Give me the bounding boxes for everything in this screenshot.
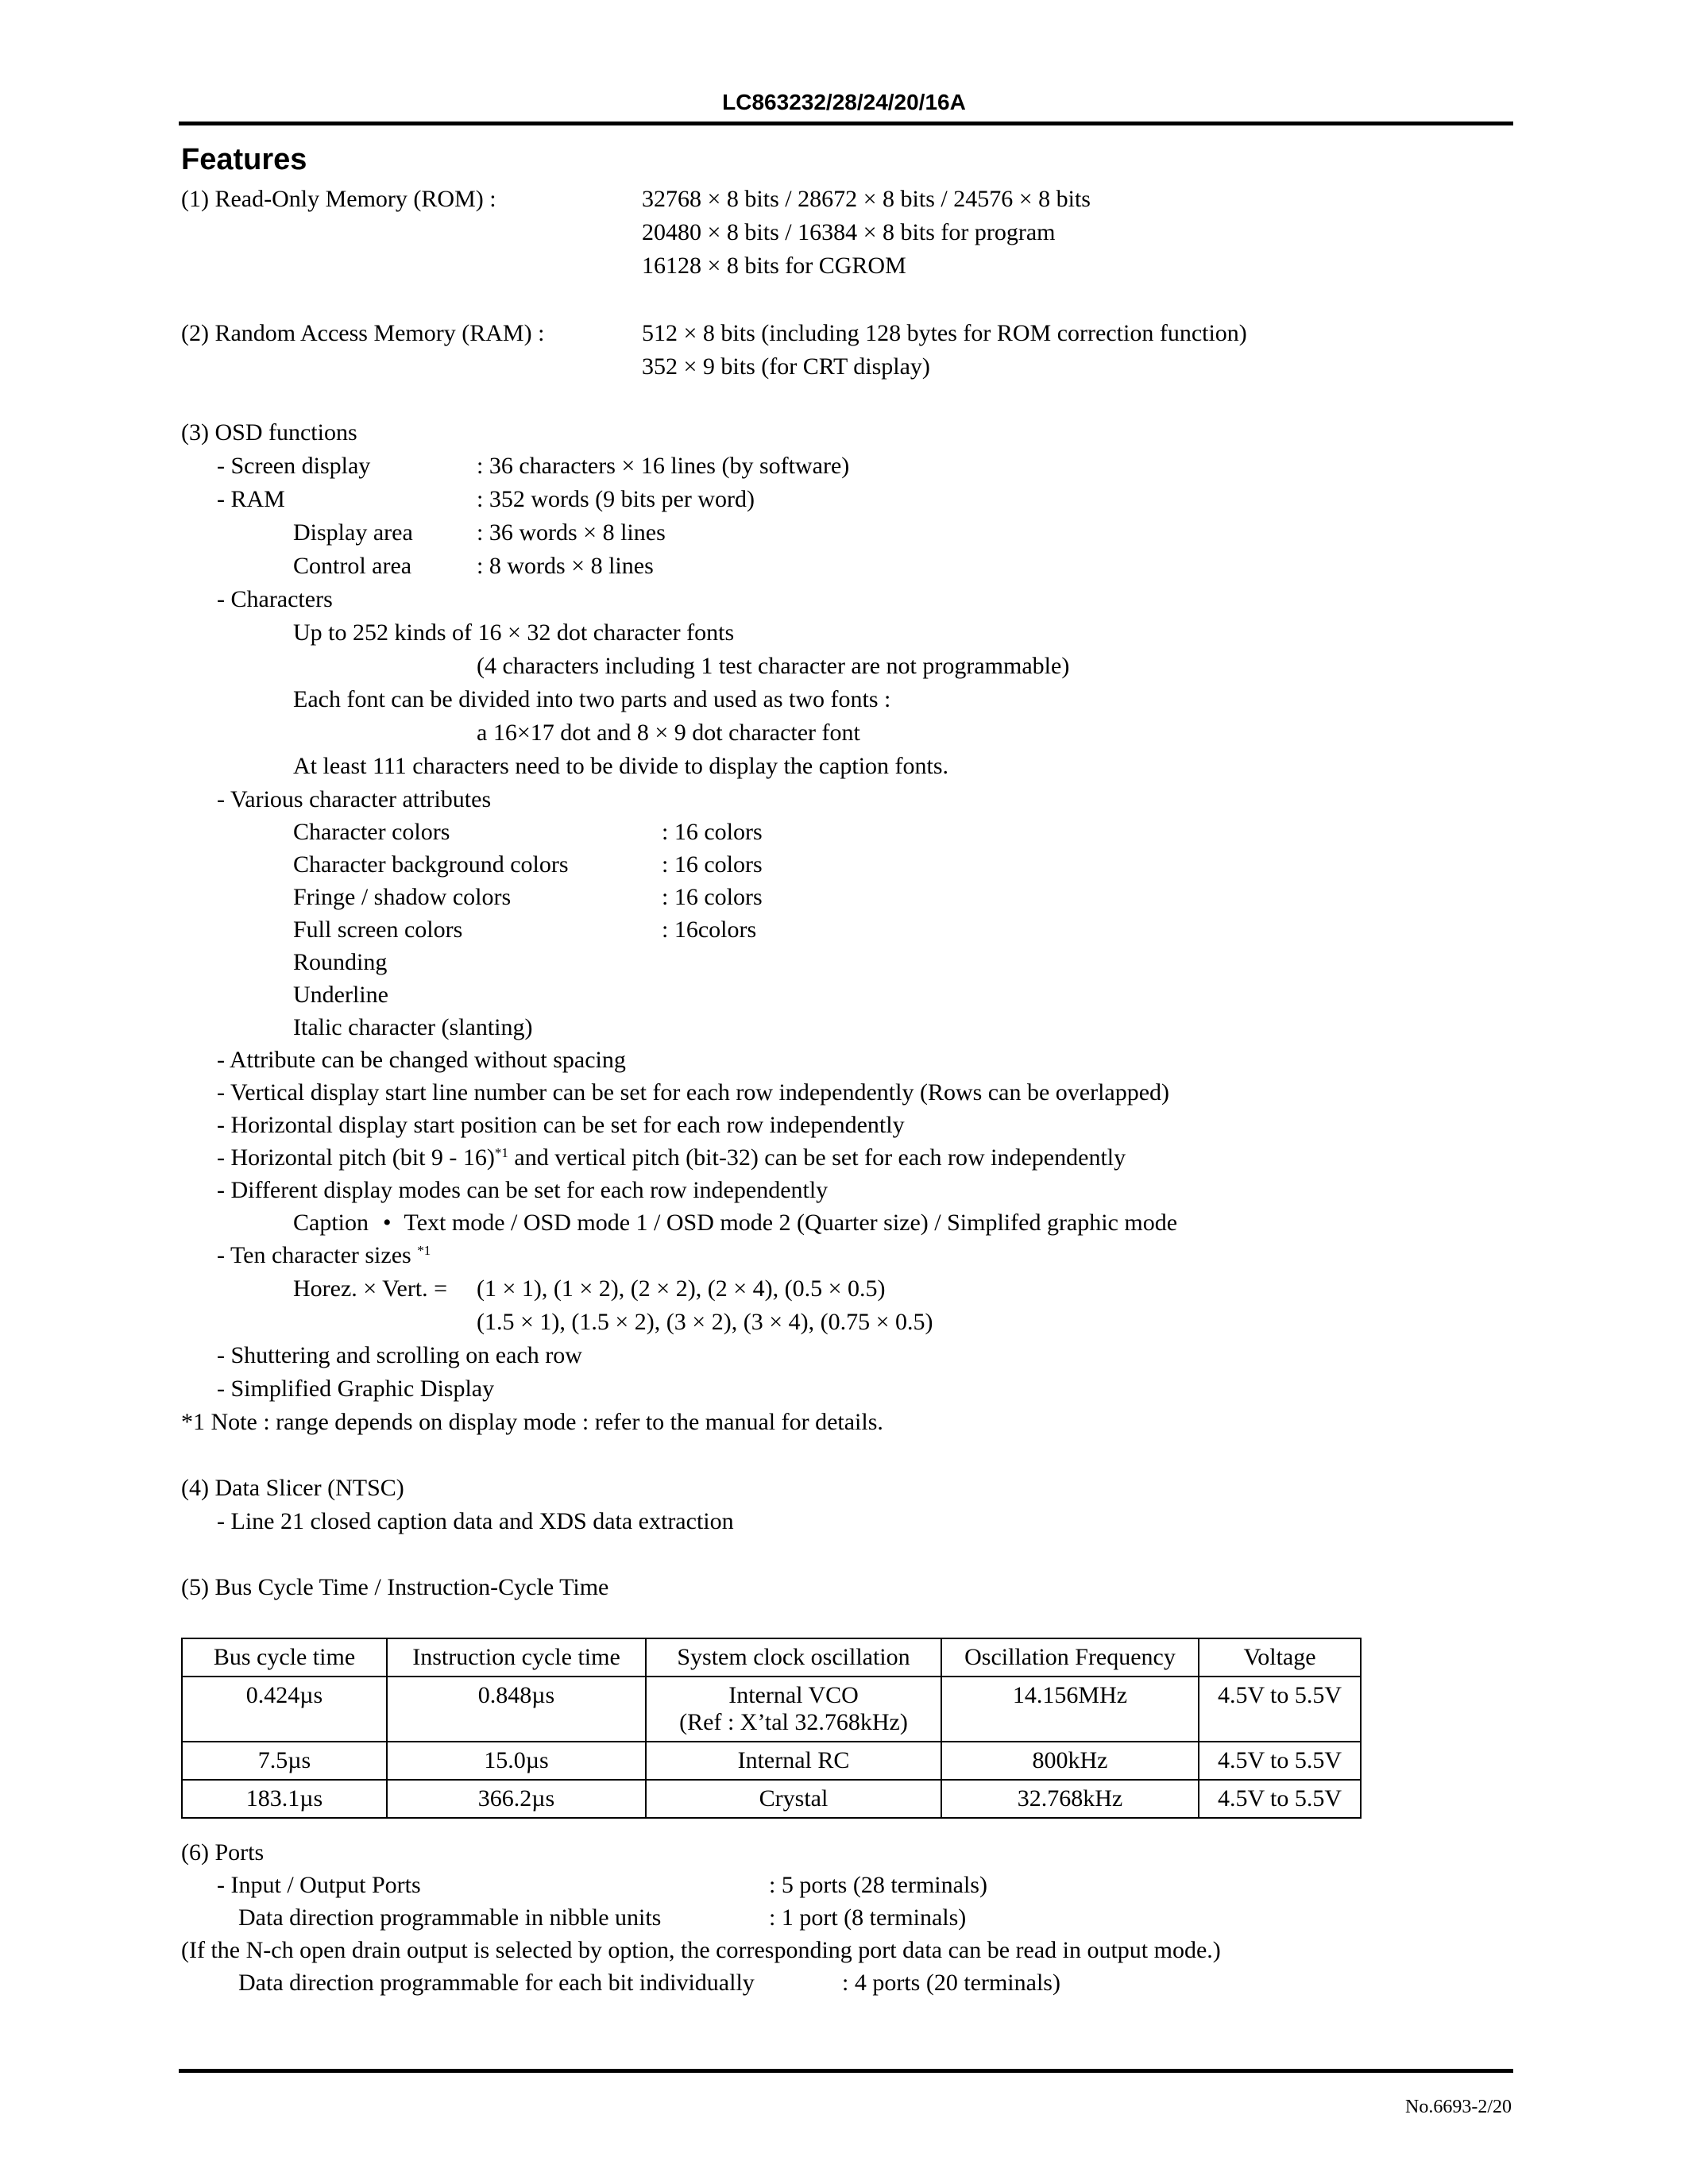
page-number: No.6693-2/20 <box>1405 2097 1512 2117</box>
pitch-text: - Horizontal pitch (bit 9 - 16) <box>217 1144 495 1171</box>
column-header: Voltage <box>1199 1638 1361 1677</box>
character-colors-label: Character colors <box>293 819 450 845</box>
horez-sizes: (1 × 1), (1 × 2), (2 × 2), (2 × 4), (0.5 × 0.5) <box>477 1275 886 1302</box>
footnote-marker: *1 <box>494 1145 508 1160</box>
horizontal-start: - Horizontal display start position can be set for each row independently <box>217 1112 905 1138</box>
characters-line: a 16×17 dot and 8 × 9 dot character font <box>477 720 860 746</box>
screen-display-label: - Screen display <box>217 453 371 479</box>
cell-clock-oscillation <box>646 1677 941 1742</box>
full-screen-colors-value: : 16colors <box>662 916 757 943</box>
oscillation-type: Internal VCO <box>728 1682 859 1708</box>
document-header-title: LC863232/28/24/20/16A <box>722 90 966 114</box>
column-header: Oscillation Frequency <box>941 1638 1199 1677</box>
cell-bus-cycle: 7.5µs <box>182 1742 387 1780</box>
osd-ram-value: : 352 words (9 bits per word) <box>477 486 755 512</box>
cell-bus-cycle: 183.1µs <box>182 1780 387 1818</box>
characters-line: Each font can be divided into two parts and used as two fonts : <box>293 686 891 712</box>
background-colors-label: Character background colors <box>293 851 569 878</box>
ram-line: 512 × 8 bits (including 128 bytes for ROM correction function) <box>642 320 1247 346</box>
screen-display-value: : 36 characters × 16 lines (by software) <box>477 453 850 479</box>
cell-voltage: 4.5V to 5.5V <box>1199 1677 1361 1742</box>
cell-clock-oscillation: Internal RC <box>646 1742 941 1780</box>
vertical-start: - Vertical display start line number can be set for each row independently (Rows can be overlapped) <box>217 1079 1170 1106</box>
horez-label: Horez. × Vert. = <box>293 1275 448 1302</box>
display-modes: - Different display modes can be set for each row independently <box>217 1177 829 1203</box>
simplified-graphic-item: - Simplified Graphic Display <box>217 1376 495 1402</box>
horez-sizes: (1.5 × 1), (1.5 × 2), (3 × 2), (3 × 4), (0.75 × 0.5) <box>477 1309 933 1335</box>
cell-frequency: 800kHz <box>941 1742 1199 1780</box>
section-title: Features <box>181 143 307 176</box>
footer-rule <box>179 2069 1513 2073</box>
footnote-marker: *1 <box>417 1243 431 1258</box>
rom-line: 20480 × 8 bits / 16384 × 8 bits for program <box>642 219 1056 245</box>
footnote: *1 Note : range depends on display mode : refer to the manual for details. <box>181 1409 883 1435</box>
cell-instruction-cycle: 15.0µs <box>387 1742 646 1780</box>
io-ports-label: - Input / Output Ports <box>217 1872 421 1898</box>
cell-bus-cycle: 0.424µs <box>182 1677 387 1742</box>
ram-label: (2) Random Access Memory (RAM) : <box>181 320 545 346</box>
italic-item: Italic character (slanting) <box>293 1014 533 1040</box>
cell-clock-oscillation: Crystal <box>646 1780 941 1818</box>
table-row <box>182 1780 1361 1818</box>
nch-note: (If the N-ch open drain output is selected by option, the corresponding port data can be read in output mode.) <box>181 1937 1221 1963</box>
cell-voltage: 4.5V to 5.5V <box>1199 1742 1361 1780</box>
cell-voltage: 4.5V to 5.5V <box>1199 1780 1361 1818</box>
background-colors-value: : 16 colors <box>662 851 763 878</box>
slicer-label: (4) Data Slicer (NTSC) <box>181 1475 404 1501</box>
characters-label: - Characters <box>217 586 333 612</box>
fringe-colors-label: Fringe / shadow colors <box>293 884 512 910</box>
bit-value: : 4 ports (20 terminals) <box>842 1970 1060 1996</box>
rom-line: 16128 × 8 bits for CGROM <box>642 253 906 279</box>
display-area-label: Display area <box>293 519 413 546</box>
char-sizes-label: - Ten character sizes <box>217 1242 418 1268</box>
column-header: Bus cycle time <box>182 1638 387 1677</box>
header-rule <box>179 122 1513 125</box>
full-screen-colors-label: Full screen colors <box>293 916 463 943</box>
cell-frequency: 32.768kHz <box>941 1780 1199 1818</box>
osd-label: (3) OSD functions <box>181 419 357 446</box>
attr-no-spacing: - Attribute can be changed without spacing <box>217 1047 626 1073</box>
control-area-value: : 8 words × 8 lines <box>477 553 654 579</box>
column-header: System clock oscillation <box>646 1638 941 1677</box>
display-area-value: : 36 words × 8 lines <box>477 519 666 546</box>
rom-line: 32768 × 8 bits / 28672 × 8 bits / 24576 × 8 bits <box>642 186 1091 212</box>
column-header: Instruction cycle time <box>387 1638 646 1677</box>
ports-label: (6) Ports <box>181 1839 265 1866</box>
table-row <box>182 1677 1361 1742</box>
io-ports-value: : 5 ports (28 terminals) <box>769 1872 987 1898</box>
nibble-label: Data direction programmable in nibble units <box>238 1904 662 1931</box>
bus-label: (5) Bus Cycle Time / Instruction-Cycle Time <box>181 1574 609 1600</box>
oscillation-ref: (Ref : X’tal 32.768kHz) <box>679 1709 908 1735</box>
slicer-line: - Line 21 closed caption data and XDS data extraction <box>217 1508 734 1534</box>
character-colors-value: : 16 colors <box>662 819 763 845</box>
underline-item: Underline <box>293 982 388 1008</box>
cell-instruction-cycle: 366.2µs <box>387 1780 646 1818</box>
bullet-icon: • <box>383 1210 392 1236</box>
attributes-label: - Various character attributes <box>217 786 492 812</box>
caption-label: Caption <box>293 1210 369 1236</box>
pitch-text-rest: and vertical pitch (bit-32) can be set for each row independently <box>508 1144 1126 1171</box>
characters-line: (4 characters including 1 test character are not programmable) <box>477 653 1070 679</box>
characters-line: Up to 252 kinds of 16 × 32 dot character fonts <box>293 619 735 646</box>
fringe-colors-value: : 16 colors <box>662 884 763 910</box>
cell-instruction-cycle: 0.848µs <box>387 1677 646 1742</box>
ram-line: 352 × 9 bits (for CRT display) <box>642 353 930 380</box>
table-header-row <box>182 1638 1361 1677</box>
control-area-label: Control area <box>293 553 412 579</box>
nibble-value: : 1 port (8 terminals) <box>769 1904 967 1931</box>
caption-line <box>293 1210 1177 1237</box>
char-sizes-line <box>217 1242 431 1269</box>
bit-label: Data direction programmable for each bit individually <box>238 1970 755 1996</box>
rom-label: (1) Read-Only Memory (ROM) : <box>181 186 496 212</box>
caption-modes: Text mode / OSD mode 1 / OSD mode 2 (Quarter size) / Simplifed graphic mode <box>404 1210 1178 1236</box>
cell-frequency: 14.156MHz <box>941 1677 1199 1742</box>
characters-line: At least 111 characters need to be divide to display the caption fonts. <box>293 753 949 779</box>
bus-cycle-table <box>181 1638 1362 1819</box>
rounding-item: Rounding <box>293 949 388 975</box>
pitch-line <box>217 1144 1126 1171</box>
osd-ram-label: - RAM <box>217 486 285 512</box>
shuttering-item: - Shuttering and scrolling on each row <box>217 1342 582 1368</box>
table-row <box>182 1742 1361 1780</box>
